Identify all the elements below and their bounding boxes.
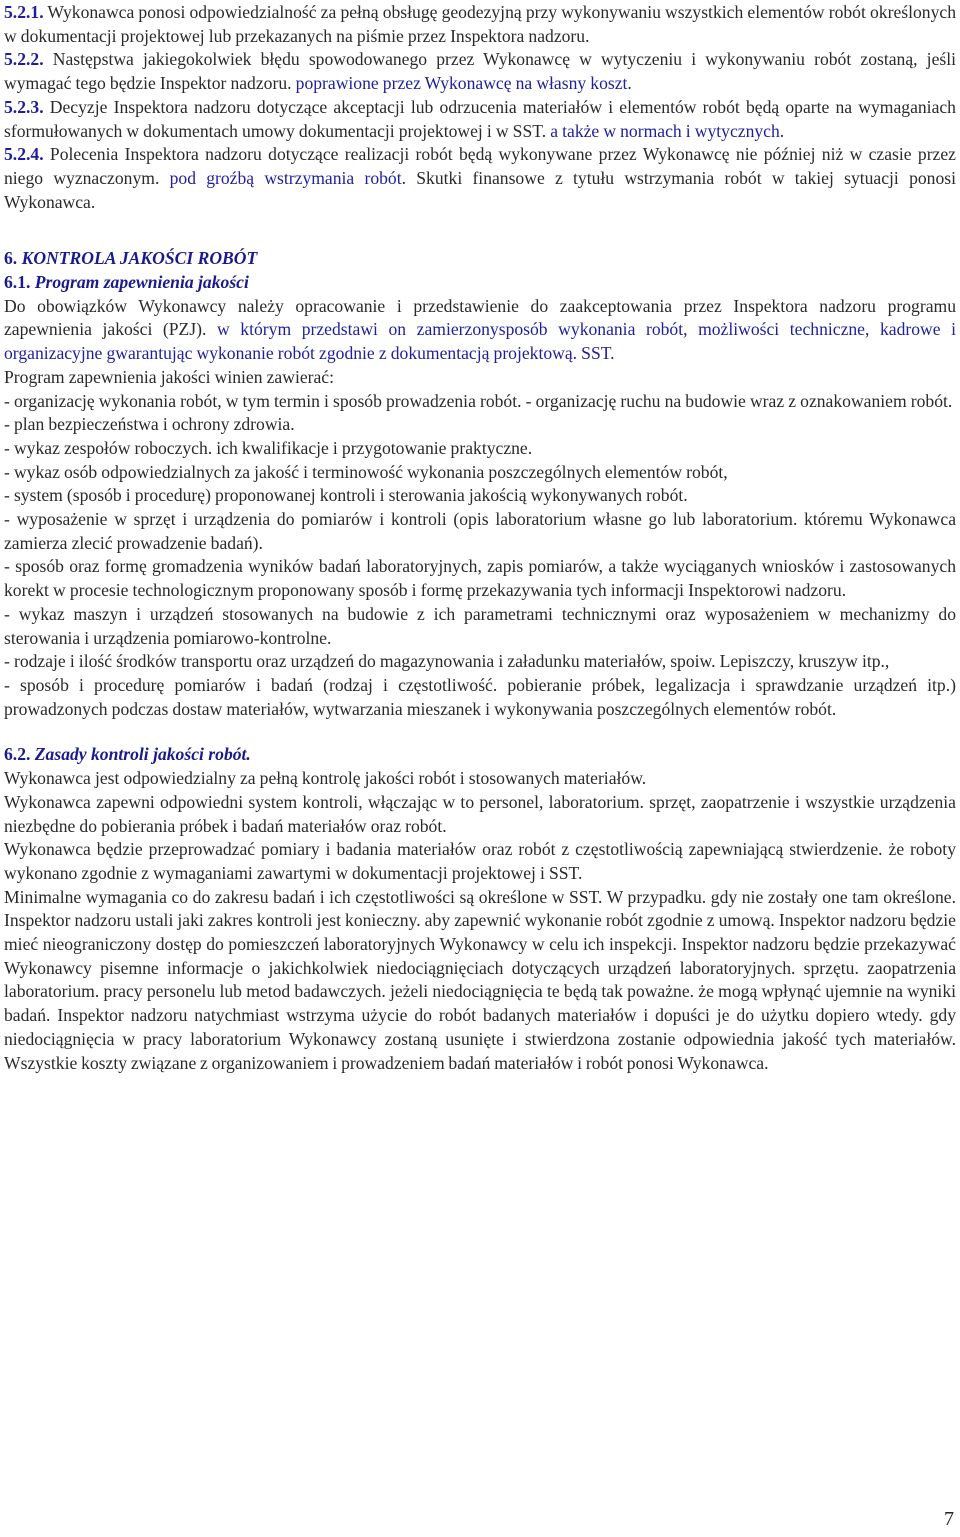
section-5-2-3 xyxy=(4,96,956,143)
section-text-end: Skutki finansowe z tytułu wstrzymania robót w takiej sytuacji ponosi Wykonawca. xyxy=(4,167,956,212)
heading-number: 6.2. xyxy=(4,744,31,765)
list-item: - sposób i procedurę pomiarów i badań (rodzaj i częstotliwość. pobieranie próbek, legalizacja i sprawdzanie urządzeń itp.) prowadzonych podczas dostaw materiałów, wytwarzania mieszanek i wykonywania poszczególnych elementów robót. xyxy=(4,674,956,719)
heading-title: KONTROLA JAKOŚCI ROBÓT xyxy=(21,248,258,269)
heading-number: 6. xyxy=(4,248,18,269)
intro-paragraph xyxy=(4,295,956,366)
list-item: - plan bezpieczeństwa i ochrony zdrowia. xyxy=(4,414,295,435)
heading-6 xyxy=(4,247,956,271)
spacer xyxy=(4,721,956,743)
section-text: Polecenia Inspektora nadzoru dotyczące realizacji robót będą wykonywane przez Wykonawcę nie później niż w czasie przez niego wyznaczonym. xyxy=(4,144,956,188)
section-number: 5.2.3. xyxy=(4,96,44,117)
paragraph: Wykonawca jest odpowiedzialny za pełną kontrolę jakości robót i stosowanych materiałów. xyxy=(4,768,647,789)
heading-6-2 xyxy=(4,743,956,767)
section-text-highlight: poprawione przez Wykonawcę na własny koszt. xyxy=(295,73,632,94)
list-item: - wyposażenie w sprzęt i urządzenia do pomiarów i kontroli (opis laboratorium własne go lub laboratorium. któremu Wykonawca zamierza zlecić prowadzenie badań). xyxy=(4,509,956,553)
heading-6-1 xyxy=(4,271,956,295)
section-5-2-2 xyxy=(4,48,956,95)
list-item: - wykaz zespołów roboczych. ich kwalifikacje i przygotowanie praktyczne. xyxy=(4,437,533,458)
section-5-2-4 xyxy=(4,143,956,214)
spacer xyxy=(4,214,956,247)
list-item: - rodzaje i ilość środków transportu oraz urządzeń do magazynowania i załadunku materiałów, spoiw. Lepiszczy, kruszyw itp., xyxy=(4,651,890,672)
paragraph: Minimalne wymagania co do zakresu badań i ich częstotliwości są określone w SST. W przypadku. gdy nie zostały one tam określone. Inspektor nadzoru ustali jaki zakres kontroli jest konieczny. aby zapewnić wykonanie robót zgodnie z umową. Inspektor nadzoru będzie mieć nieograniczony dostęp do pomieszczeń laboratoryjnych Wykonawcy w celu ich inspekcji. Inspektor nadzoru będzie przekazywać Wykonawcy pisemne informacje o jakichkolwiek niedociągnięciach dotyczących urządzeń laboratoryjnych. sprzętu. zaopatrzenia laboratorium. pracy personelu lub metod badawczych. jeżeli niedociągnięcia te będą tak poważne. że mogą wpłynąć ujemnie na wyniki badań. Inspektor nadzoru natychmiast wstrzyma użycie do robót badanych materiałów i dopuści je do użytku dopiero wtedy. gdy niedociągnięcia w pracy laboratorium Wykonawcy zostaną usunięte i stwierdzona zostanie odpowiednia jakość tych materiałów. Wszystkie koszty związane z organizowaniem i prowadzeniem badań materiałów i robót ponosi Wykonawca. xyxy=(4,886,956,1073)
section-number: 5.2.1. xyxy=(4,2,44,22)
intro-text-2: w którym przedstawi on zamierzonysposób wykonania robót, możliwości techniczne, kadrowe i organizacyjne gwarantując wykonanie robót zgodnie z dokumentacją projektową. SST. xyxy=(4,319,957,364)
section-text-highlight: a także w normach i wytycznych. xyxy=(550,120,785,141)
heading-title: Zasady kontroli jakości robót. xyxy=(34,744,251,765)
list-item: - wykaz maszyn i urządzeń stosowanych na budowie z ich parametrami technicznymi oraz wyposażeniem w mechanizmy do sterowania i urządzenia pomiarowo-kontrolne. xyxy=(4,603,956,648)
section-text-highlight: pod groźbą wstrzymania robót. xyxy=(169,167,406,188)
page-number: 7 xyxy=(944,1508,954,1530)
heading-number: 6.1. xyxy=(4,272,31,293)
paragraph: Wykonawca zapewni odpowiedni system kontroli, włączając w to personel, laboratorium. sprzęt, zaopatrzenie i wszystkie urządzenia niezbędne do pobierania próbek i badań materiałów oraz robót. xyxy=(4,791,956,836)
section-text: Następstwa jakiegokolwiek błędu spowodowanego przez Wykonawcę w wytyczeniu i wykonywaniu robót zostaną, jeśli wymagać tego będzie Inspektor nadzoru. xyxy=(4,49,956,94)
document-page xyxy=(4,1,956,1075)
heading-title: Program zapewnienia jakości xyxy=(34,272,249,293)
intro-text-1: Do obowiązków Wykonawcy należy opracowanie i przedstawienie do zaakceptowania przez Inspektora nadzoru programu zapewnienia jakości (PZJ). xyxy=(4,295,956,340)
section-5-2-1 xyxy=(4,1,956,48)
list-item: - system (sposób i procedurę) proponowanej kontroli i sterowania jakością wykonywanych robót. xyxy=(4,485,688,506)
paragraph: Wykonawca będzie przeprowadzać pomiary i badania materiałów oraz robót z częstotliwością zapewniającą stwierdzenie. że roboty wykonano zgodnie z wymaganiami zawartymi w dokumentacji projektowej i SST. xyxy=(4,839,956,883)
list-item: - wykaz osób odpowiedzialnych za jakość i terminowość wykonania poszczególnych elementów robót, xyxy=(4,461,728,482)
section-text: Wykonawca ponosi odpowiedzialność za pełną obsługę geodezyjną przy wykonywaniu wszystkich elementów robót określonych w dokumentacji projektowej lub przekazanych na piśmie przez Inspektora nadzoru. xyxy=(4,2,956,46)
section-number: 5.2.2. xyxy=(4,49,44,70)
section-number: 5.2.4. xyxy=(4,144,44,165)
section-text: Decyzje Inspektora nadzoru dotyczące akceptacji lub odrzucenia materiałów i elementów robót będą oparte na wymaganiach sformułowanych w dokumentach umowy dokumentacji projektowej i w SST. xyxy=(4,96,956,141)
list-item: - sposób oraz formę gromadzenia wyników badań laboratoryjnych, zapis pomiarów, a także wyciąganych wniosków i zastosowanych korekt w procesie technologicznym proponowany sposób i formę przekazywania tych informacji Inspektorowi nadzoru. xyxy=(4,556,956,601)
list-item: - organizację wykonania robót, w tym termin i sposób prowadzenia robót. - organizację ruchu na budowie wraz z oznakowaniem robót. xyxy=(4,390,953,411)
list-lead: Program zapewnienia jakości winien zawierać: xyxy=(4,366,335,387)
